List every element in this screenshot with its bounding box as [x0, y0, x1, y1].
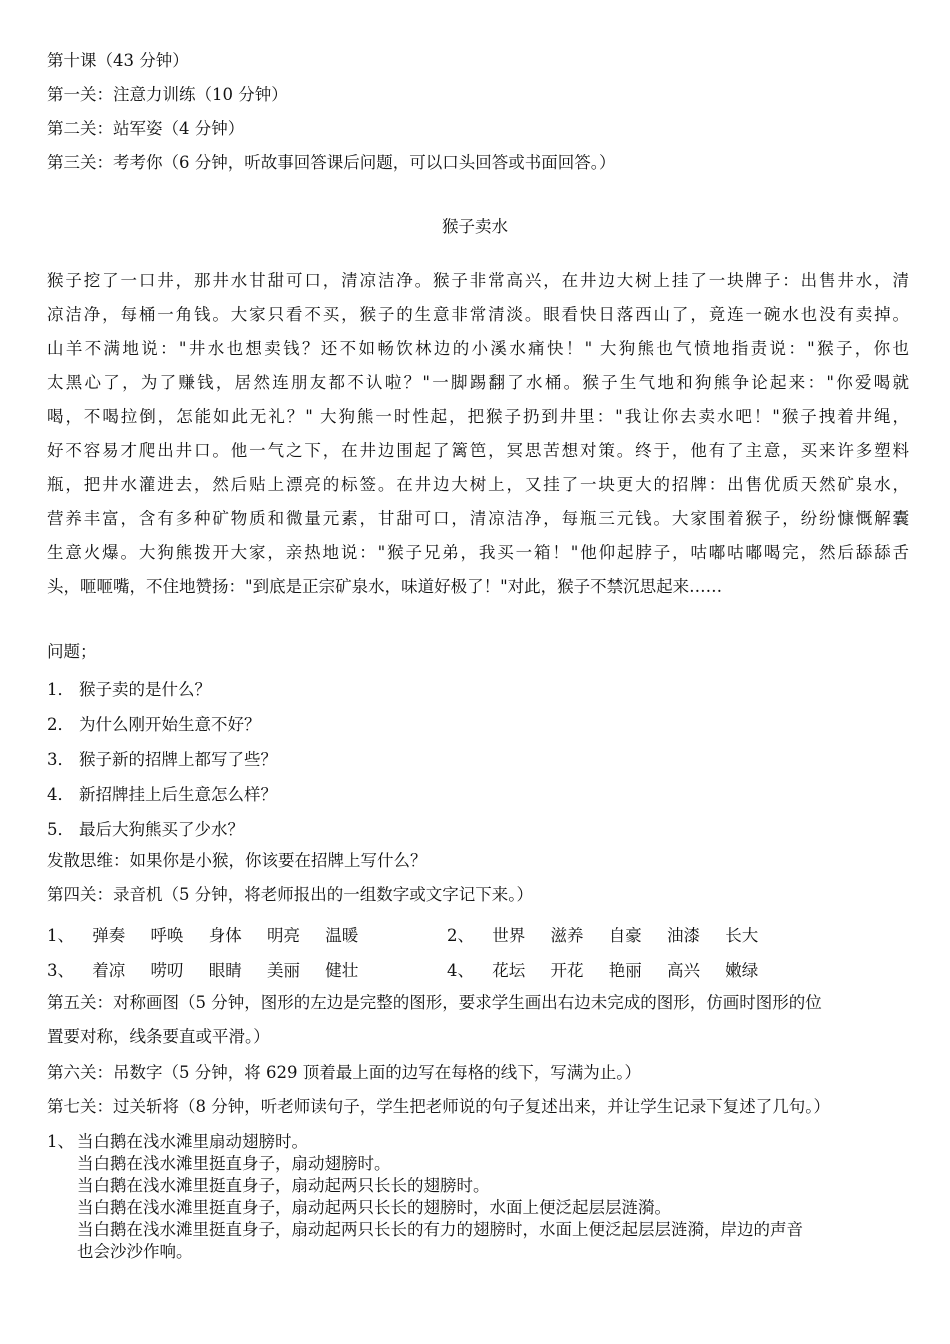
level4-heading: 第四关：录音机（5 分钟，将老师报出的一组数字或文字记下来。） [47, 885, 533, 904]
word: 滋养 [550, 926, 584, 945]
story-line: 凉洁净，每桶一角钱。大家只看不买，猴子的生意非常清淡。眼看快日落西山了，竟连一碗水也没有卖掉。 [47, 305, 909, 324]
question-number: 2． [47, 715, 74, 734]
sentence: 当白鹅在浅水滩里挺直身子，扇动起两只长长的有力的翅膀时，水面上便泛起层层涟漪，岸边的声音 [77, 1220, 803, 1239]
word-group-index: 2、 [447, 926, 474, 945]
word: 唠叨 [150, 961, 184, 980]
question-text: 猴子新的招牌上都写了些？ [79, 750, 277, 769]
word: 嫩绿 [725, 961, 759, 980]
word-group [47, 957, 378, 981]
question-item [47, 711, 261, 735]
level5-heading: 第五关：对称画图（5 分钟，图形的左边是完整的图形，要求学生画出右边未完成的图形，仿画时图形的位 [47, 993, 822, 1012]
word-group [447, 957, 778, 981]
word: 开花 [550, 961, 584, 980]
word: 弹奏 [92, 926, 126, 945]
question-text: 猴子卖的是什么？ [79, 680, 211, 699]
word-group [447, 922, 778, 946]
question-text: 为什么刚开始生意不好？ [79, 715, 261, 734]
lesson-heading: 第十课（43 分钟） [47, 51, 189, 70]
level1-heading: 第一关：注意力训练（10 分钟） [47, 85, 288, 104]
word: 健壮 [325, 961, 359, 980]
word: 花坛 [492, 961, 526, 980]
question-number: 3． [47, 750, 74, 769]
word: 温暖 [325, 926, 359, 945]
word-group-index: 1、 [47, 926, 74, 945]
word-group [47, 922, 378, 946]
word: 美丽 [267, 961, 300, 980]
word: 艳丽 [608, 961, 642, 980]
word: 明亮 [267, 926, 300, 945]
sentence-list [77, 1131, 909, 1263]
story-line: 山羊不满地说："井水也想卖钱？还不如畅饮林边的小溪水痛快！" 大狗熊也气愤地指责说："猴子，你也 [47, 339, 909, 358]
question-item [47, 676, 211, 700]
sentence: 当白鹅在浅水滩里挺直身子，扇动起两只长长的翅膀时，水面上便泛起层层涟漪。 [77, 1198, 671, 1217]
word: 自豪 [608, 926, 642, 945]
sentence: 当白鹅在浅水滩里挺直身子，扇动起两只长长的翅膀时。 [77, 1176, 490, 1195]
question-text: 新招牌挂上后生意怎么样？ [79, 785, 277, 804]
story-line: 好不容易才爬出井口。他一气之下，在井边围起了篱笆，冥思苦想对策。终于，他有了主意，买来许多塑料 [47, 441, 909, 460]
word: 世界 [492, 926, 526, 945]
level2-heading: 第二关：站军姿（4 分钟） [47, 119, 245, 138]
sentence: 当白鹅在浅水滩里挺直身子，扇动翅膀时。 [77, 1154, 391, 1173]
question-item [47, 781, 277, 805]
level3-heading: 第三关：考考你（6 分钟，听故事回答课后问题，可以口头回答或书面回答。） [47, 153, 616, 172]
level6-heading: 第六关：吊数字（5 分钟，将 629 顶着最上面的边写在每格的线下，写满为止。） [47, 1063, 641, 1082]
question-number: 4． [47, 785, 74, 804]
word: 高兴 [667, 961, 700, 980]
story-line: 瓶，把井水灌进去，然后贴上漂亮的标签。在井边大树上，又挂了一块更大的招牌：出售优质天然矿泉水， [47, 475, 909, 494]
level5-heading-cont: 置要对称，线条要直或平滑。） [47, 1027, 270, 1046]
sentence: 也会沙沙作响。 [77, 1242, 193, 1261]
story-line: 喝，不喝拉倒，怎能如此无礼？" 大狗熊一时性起，把猴子扔到井里："我让你去卖水吧！"猴子拽着井绳， [47, 407, 909, 426]
question-item [47, 816, 244, 840]
story-paragraph [47, 264, 909, 604]
word: 油漆 [667, 926, 700, 945]
story-line: 头，咂咂嘴，不住地赞扬："到底是正宗矿泉水，味道好极了！"对此，猴子不禁沉思起来…… [47, 577, 723, 596]
question-number: 5． [47, 820, 74, 839]
word: 眼睛 [208, 961, 242, 980]
level7-heading: 第七关：过关斩将（8 分钟，听老师读句子，学生把老师说的句子复述出来，并让学生记录下复述了几句。） [47, 1097, 830, 1116]
story-line: 猴子挖了一口井，那井水甘甜可口，清凉洁净。猴子非常高兴，在井边大树上挂了一块牌子：出售井水，清 [47, 271, 909, 290]
sentence-number: 1、 [47, 1132, 74, 1151]
questions-label: 问题； [47, 642, 97, 661]
question-item [47, 746, 277, 770]
question-number: 1． [47, 680, 74, 699]
story-line: 太黑心了，为了赚钱，居然连朋友都不认啦？"一脚踢翻了水桶。猴子生气地和狗熊争论起来："你爱喝就 [47, 373, 909, 392]
word: 身体 [208, 926, 242, 945]
sentence: 当白鹅在浅水滩里扇动翅膀时。 [77, 1132, 308, 1151]
word: 长大 [725, 926, 759, 945]
story-line: 营养丰富，含有多种矿物质和微量元素，甘甜可口，清凉洁净，每瓶三元钱。大家围着猴子，纷纷慷慨解囊 [47, 509, 909, 528]
story-title: 猴子卖水 [442, 217, 508, 236]
word-group-index: 3、 [47, 961, 74, 980]
question-text: 最后大狗熊买了少水？ [79, 820, 244, 839]
word: 着凉 [92, 961, 126, 980]
divergent-thinking: 发散思维：如果你是小猴，你该要在招牌上写什么？ [47, 851, 427, 870]
story-line: 生意火爆。大狗熊拨开大家，亲热地说："猴子兄弟，我买一箱！"他仰起脖子，咕嘟咕嘟喝完，然后舔舔舌 [47, 543, 909, 562]
word-group-index: 4、 [447, 961, 474, 980]
word: 呼唤 [150, 926, 184, 945]
